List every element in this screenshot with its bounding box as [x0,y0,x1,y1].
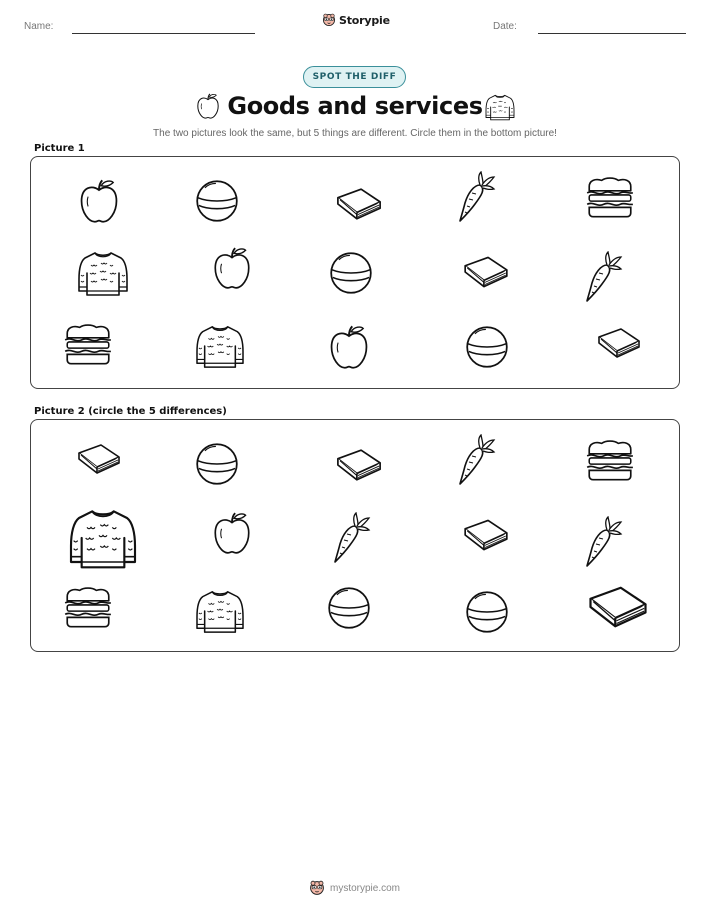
apple-icon[interactable] [211,510,253,556]
apple-icon[interactable] [77,177,121,225]
book-icon[interactable] [333,185,385,223]
sweater-icon[interactable] [195,588,245,634]
carrot-icon[interactable] [456,434,496,486]
book-icon[interactable] [333,446,385,484]
picture1-panel [30,156,680,389]
ball-icon[interactable] [327,586,371,630]
footer [0,880,709,896]
picture2-panel [30,419,680,652]
book-icon[interactable] [461,253,511,291]
name-line[interactable] [72,33,255,34]
picture2-label: Picture 2 (circle the 5 differences) [34,406,227,417]
name-label: Name: [24,21,54,32]
sandwich-icon[interactable] [61,584,115,630]
sandwich-icon[interactable] [583,437,637,483]
ball-icon[interactable] [329,251,373,295]
carrot-icon[interactable] [331,512,371,564]
brand-logo [322,13,390,27]
ball-icon[interactable] [465,590,509,634]
ball-icon[interactable] [465,325,509,369]
page-title: Goods and services [227,92,483,120]
sweater-icon[interactable] [77,249,129,297]
sweater-icon [484,93,516,121]
apple-icon[interactable] [211,245,253,291]
ball-icon[interactable] [195,442,239,486]
ball-icon[interactable] [195,179,239,223]
date-label: Date: [493,21,517,32]
mascot-icon [309,880,325,896]
brand-name: Storypie [339,13,390,27]
date-line[interactable] [538,33,686,34]
book-icon[interactable] [75,440,123,478]
carrot-icon[interactable] [583,251,623,303]
sweater-icon[interactable] [195,323,245,369]
carrot-icon[interactable] [456,171,496,223]
book-icon[interactable] [461,516,511,554]
instructions: The two pictures look the same, but 5 things are different. Circle them in the bottom picture! [153,128,557,139]
sandwich-icon[interactable] [583,174,637,220]
carrot-icon[interactable] [583,516,623,568]
book-icon[interactable] [595,325,643,361]
footer-url[interactable]: mystorypie.com [329,882,400,894]
sandwich-icon[interactable] [61,321,115,367]
spot-the-diff-badge: SPOT THE DIFF [303,66,406,88]
sweater-icon[interactable] [67,506,139,570]
picture1-label: Picture 1 [34,143,85,154]
mascot-icon [322,13,336,27]
apple-icon[interactable] [327,323,371,371]
book-icon[interactable] [585,582,651,632]
